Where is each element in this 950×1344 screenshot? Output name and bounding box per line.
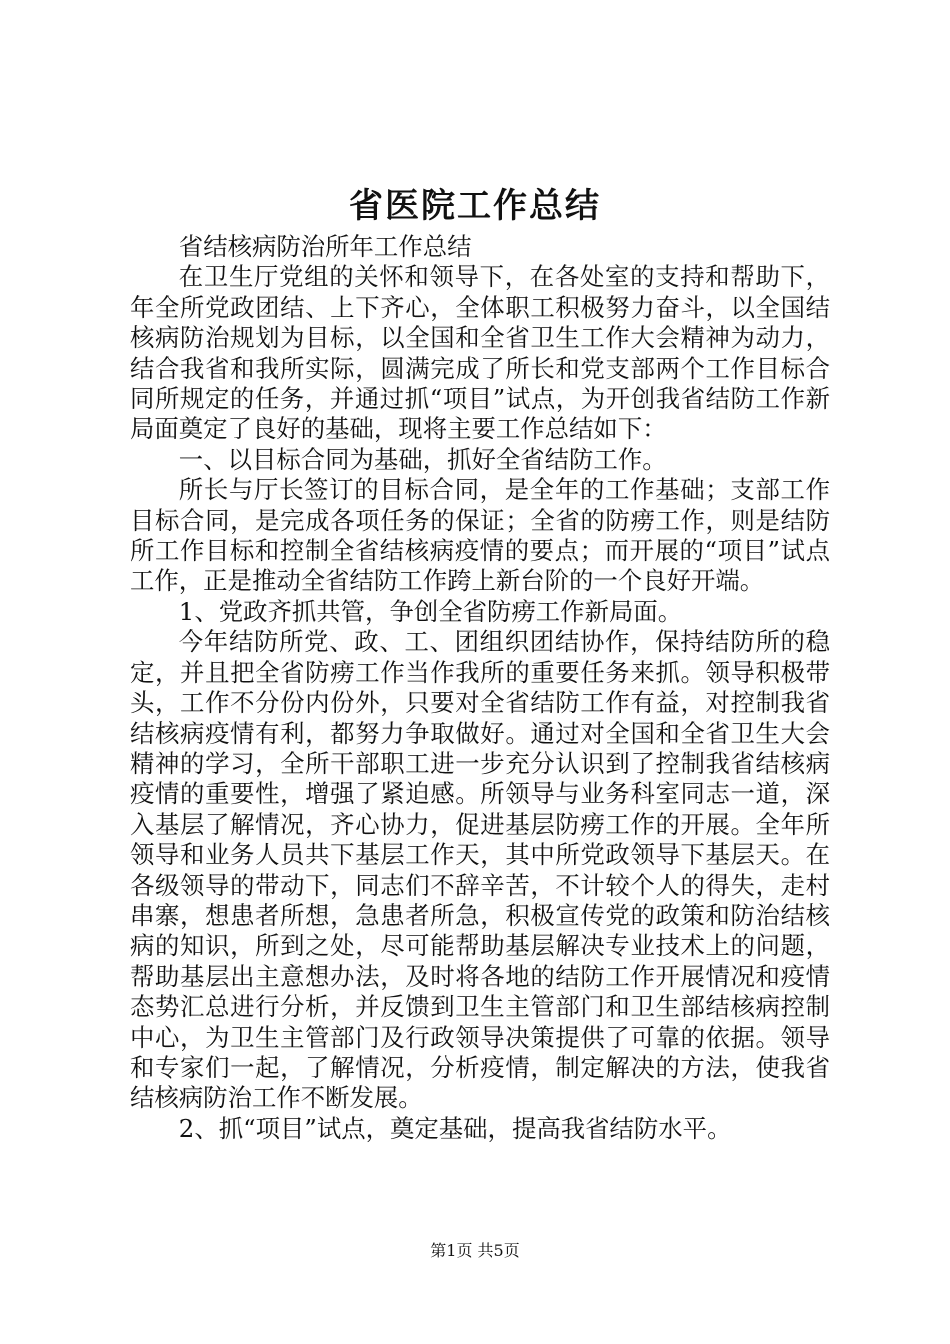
document-title: 省医院工作总结 bbox=[349, 186, 601, 226]
paragraph-section-1: 所长与厅长签订的目标合同，是全年的工作基础；支部工作目标合同，是完成各项任务的保证；全省的防痨工作，则是结防所工作目标和控制全省结核病疫情的要点；而开展的“项目”试点工作，正是推动全省结防工作跨上新台阶的一个良好开端。 bbox=[130, 475, 830, 596]
page-footer: 第1页 共5页 bbox=[430, 1241, 520, 1260]
subsection-heading-1: 1、党政齐抓共管，争创全省防痨工作新局面。 bbox=[178, 596, 683, 626]
document-body bbox=[130, 232, 830, 1144]
subsection-heading-2: 2、抓“项目”试点，奠定基础，提高我省结防水平。 bbox=[178, 1113, 732, 1143]
paragraph-intro: 在卫生厅党组的关怀和领导下，在各处室的支持和帮助下，年全所党政团结、上下齐心，全体职工积极努力奋斗，以全国结核病防治规划为目标，以全国和全省卫生工作大会精神为动力，结合我省和我所实际，圆满完成了所长和党支部两个工作目标合同所规定的任务，并通过抓“项目”试点，为开创我省结防工作新局面奠定了良好的基础，现将主要工作总结如下： bbox=[130, 262, 830, 444]
section-heading-1: 一、以目标合同为基础，抓好全省结防工作。 bbox=[178, 444, 667, 474]
paragraph-subsection-1: 今年结防所党、政、工、团组织团结协作，保持结防所的稳定，并且把全省防痨工作当作我所的重要任务来抓。领导积极带头，工作不分份内份外，只要对全省结防工作有益，对控制我省结核病疫情有利，都努力争取做好。通过对全国和全省卫生大会精神的学习，全所干部职工进一步充分认识到了控制我省结核病疫情的重要性，增强了紧迫感。所领导与业务科室同志一道，深入基层了解情况，齐心协力，促进基层防痨工作的开展。全年所领导和业务人员共下基层工作天，其中所党政领导下基层天。在各级领导的带动下，同志们不辞辛苦，不计较个人的得失，走村串寨，想患者所想，急患者所急，积极宣传党的政策和防治结核病的知识，所到之处，尽可能帮助基层解决专业技术上的问题，帮助基层出主意想办法，及时将各地的结防工作开展情况和疫情态势汇总进行分析，并反馈到卫生主管部门和卫生部结核病控制中心，为卫生主管部门及行政领导决策提供了可靠的依据。领导和专家们一起，了解情况，分析疫情，制定解决的方法，使我省结核病防治工作不断发展。 bbox=[130, 627, 830, 1113]
paragraph-subtitle: 省结核病防治所年工作总结 bbox=[178, 232, 472, 261]
